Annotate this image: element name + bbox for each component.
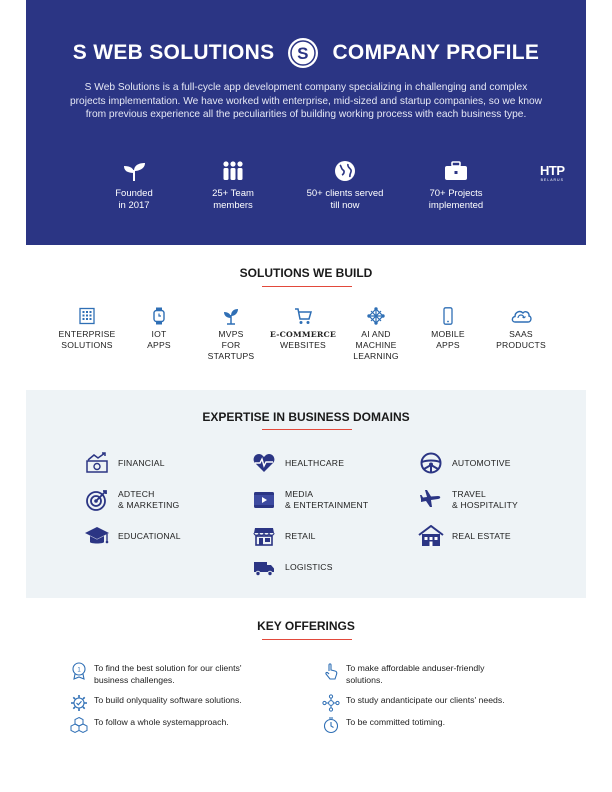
- stat-team-line1: 25+ Team: [212, 188, 254, 199]
- offering-quality: [70, 694, 300, 712]
- domain-media-line2: & ENTERTAINMENT: [285, 500, 369, 510]
- domain-retail-label: RETAIL: [285, 530, 316, 541]
- solution-enterprise: [52, 307, 122, 351]
- title-company: S WEB SOLUTIONS: [72, 41, 275, 64]
- domain-retail: [251, 524, 316, 548]
- header-banner: [26, 0, 586, 245]
- domain-media-line1: MEDIA: [285, 489, 314, 499]
- stat-projects-line1: 70+ Projects: [429, 188, 483, 199]
- solution-ecommerce-line1: E-COMMERCE: [269, 330, 337, 339]
- network-icon: [366, 307, 386, 325]
- expertise-divider: [262, 429, 352, 430]
- solution-enterprise-line1: ENTERPRISE: [58, 329, 116, 339]
- money-icon: [85, 452, 109, 474]
- mobile-icon: [439, 307, 457, 325]
- cubes-icon: [70, 716, 88, 734]
- domain-healthcare: [251, 451, 344, 475]
- page-title: [26, 38, 586, 68]
- stat-projects-line2: implemented: [428, 200, 484, 211]
- stat-founded-line2: in 2017: [118, 200, 150, 211]
- domain-financial-label: FINANCIAL: [118, 457, 165, 468]
- solution-mobile-line1: MOBILE: [431, 329, 465, 339]
- cart-icon: [294, 307, 312, 325]
- smartwatch-icon: [150, 307, 168, 325]
- stat-clients-line1: 50+ clients served: [306, 188, 384, 199]
- solution-ai-line2: MACHINE: [355, 340, 397, 350]
- solution-iot-line1: IOT: [151, 329, 167, 339]
- domain-educational-label: EDUCATIONAL: [118, 530, 181, 541]
- sprout-icon: [121, 160, 147, 182]
- domain-automotive: [418, 451, 511, 475]
- domain-educational: [84, 524, 181, 548]
- stat-team-line2: members: [213, 200, 253, 211]
- solution-saas-line2: PRODUCTS: [496, 340, 546, 350]
- solution-mvp-line1: MVPS: [218, 329, 244, 339]
- solution-mvp-line3: STARTUPS: [207, 351, 255, 361]
- solution-mobile-line2: APPS: [436, 340, 460, 350]
- domain-logistics: [251, 555, 333, 579]
- seedling-icon: [222, 307, 240, 325]
- offering-affordable-line1: To make affordable anduser-friendly: [346, 663, 485, 673]
- graduation-cap-icon: [84, 525, 110, 547]
- video-icon: [252, 489, 276, 511]
- domain-adtech-line1: ADTECH: [118, 489, 155, 499]
- domain-healthcare-label: HEALTHCARE: [285, 457, 345, 468]
- title-profile: COMPANY PROFILE: [332, 41, 540, 64]
- svg-text:1: 1: [77, 667, 81, 674]
- solution-iot-line2: APPS: [147, 340, 171, 350]
- hand-pointer-icon: [323, 662, 339, 680]
- htp-logo: [540, 163, 565, 182]
- clock-icon: [322, 716, 340, 734]
- offering-system: [70, 716, 300, 734]
- target-icon: [85, 489, 109, 511]
- domain-realestate-label: REAL ESTATE: [452, 530, 511, 541]
- enterprise-icon: [78, 307, 96, 325]
- gear-check-icon: [70, 694, 88, 712]
- cloud-icon: [510, 307, 532, 325]
- solution-enterprise-line2: SOLUTIONS: [61, 340, 113, 350]
- offering-affordable-line2: solutions.: [346, 675, 383, 685]
- offering-best-solution-line2: business challenges.: [94, 675, 175, 685]
- solution-saas: [486, 307, 556, 351]
- domain-adtech-line2: & MARKETING: [118, 500, 180, 510]
- domain-logistics-label: LOGISTICS: [285, 561, 333, 572]
- domain-travel-line2: & HOSPITALITY: [452, 500, 518, 510]
- offering-study-needs-line1: To study andanticipate our clients' needs.: [346, 695, 505, 705]
- offering-timing-line1: To be committed totiming.: [346, 717, 445, 727]
- team-icon: [220, 160, 246, 182]
- solution-ecommerce-line2: WEBSITES: [279, 340, 326, 350]
- stat-clients: [295, 160, 395, 212]
- company-description: S Web Solutions is a full-cycle app development company specializing in challenging and complex projects implementation. We have worked with enterprise, mid-sized and startup companies, so we know from previous experience all the peculiarities of building working process with each business type.: [69, 82, 543, 120]
- stat-founded: [84, 160, 184, 212]
- solution-saas-line1: SAAS: [509, 329, 533, 339]
- domain-travel-line1: TRAVEL: [452, 489, 486, 499]
- stat-team: [183, 160, 283, 212]
- offering-best-solution-line1: To find the best solution for our clients': [94, 663, 242, 673]
- truck-icon: [252, 556, 276, 578]
- solution-ai-line1: AI AND: [361, 329, 391, 339]
- htp-logo-text: HTP: [540, 163, 565, 178]
- store-icon: [252, 525, 276, 547]
- house-icon: [418, 525, 444, 547]
- stat-clients-line2: till now: [330, 200, 360, 211]
- domain-media: [251, 488, 368, 512]
- heartbeat-icon: [252, 452, 276, 474]
- offering-best-solution: [70, 662, 300, 686]
- badge-icon: [71, 662, 87, 680]
- expertise-heading: EXPERTISE IN BUSINESS DOMAINS: [202, 410, 410, 424]
- offerings-heading: KEY OFFERINGS: [257, 619, 355, 633]
- solution-mvp-line2: FOR: [221, 340, 241, 350]
- solution-ecommerce: [268, 307, 338, 351]
- domain-adtech: [84, 488, 179, 512]
- logo-letter: S: [297, 44, 310, 63]
- solution-iot: [124, 307, 194, 351]
- solution-ai-line3: LEARNING: [353, 351, 399, 361]
- globe-icon: [332, 160, 358, 182]
- solution-ai: [341, 307, 411, 362]
- solutions-heading: SOLUTIONS WE BUILD: [239, 266, 373, 280]
- offering-quality-line1: To build onlyquality software solutions.: [94, 695, 242, 705]
- stat-founded-line1: Founded: [115, 188, 153, 199]
- people-network-icon: [322, 694, 340, 712]
- company-logo-icon: [288, 38, 318, 68]
- steering-wheel-icon: [419, 452, 443, 474]
- briefcase-icon: [443, 160, 469, 182]
- offerings-divider: [262, 639, 352, 640]
- htp-logo-sub: BELARUS: [540, 178, 564, 182]
- stat-projects: [406, 160, 506, 212]
- solution-mobile: [413, 307, 483, 351]
- airplane-icon: [419, 489, 443, 511]
- solutions-divider: [262, 286, 352, 287]
- offering-timing: [322, 716, 562, 734]
- domain-travel: [418, 488, 518, 512]
- offering-affordable: [322, 662, 562, 686]
- domain-automotive-label: AUTOMOTIVE: [452, 457, 511, 468]
- solution-mvp: [196, 307, 266, 362]
- offering-system-line1: To follow a whole systemapproach.: [94, 717, 229, 727]
- domain-financial: [84, 451, 165, 475]
- offering-study-needs: [322, 694, 562, 712]
- domain-realestate: [418, 524, 511, 548]
